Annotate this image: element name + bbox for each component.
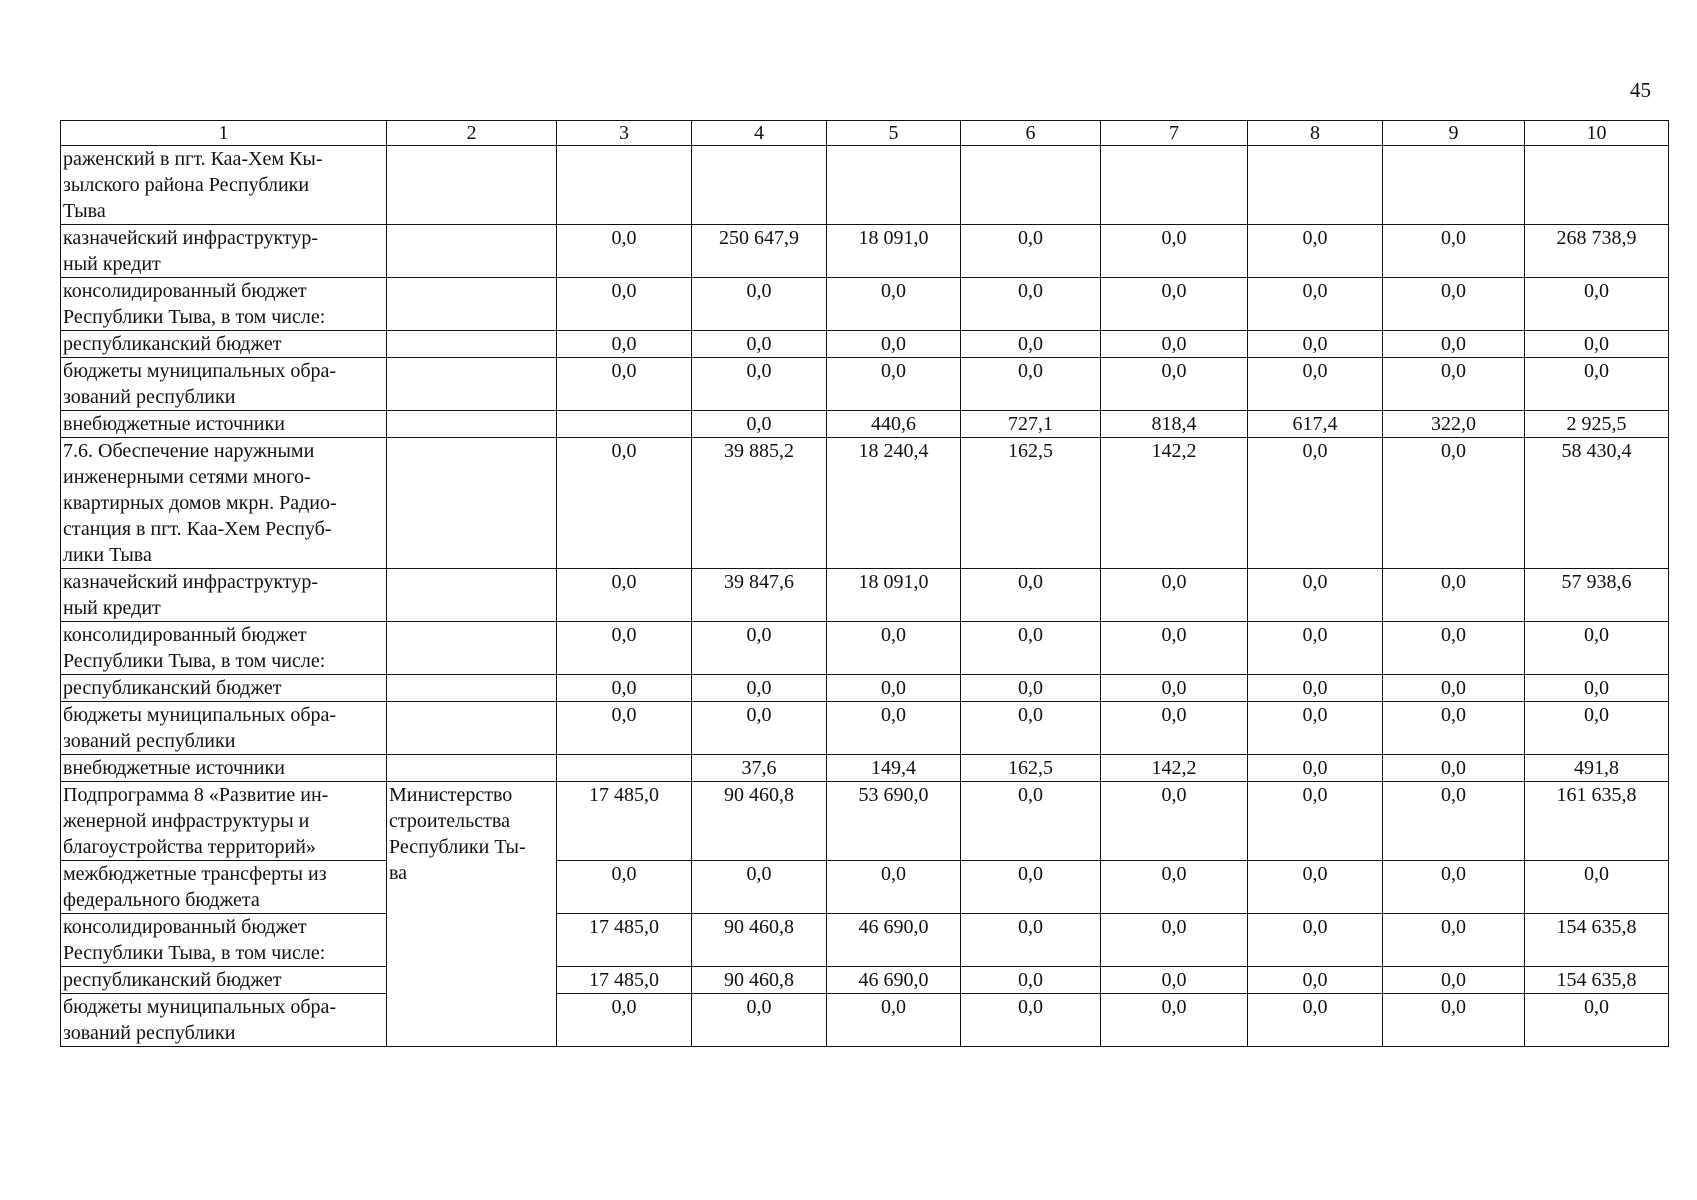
value-cell: 142,2 — [1101, 438, 1248, 569]
value-cell: 0,0 — [961, 278, 1101, 331]
value-cell: 0,0 — [827, 994, 961, 1047]
executor-cell — [387, 411, 557, 438]
value-cell: 0,0 — [961, 569, 1101, 622]
value-cell: 0,0 — [961, 782, 1101, 861]
table-row — [61, 622, 1669, 675]
value-cell: 17 485,0 — [557, 782, 692, 861]
row-label: республиканский бюджет — [61, 331, 387, 358]
value-cell: 0,0 — [827, 675, 961, 702]
value-cell: 727,1 — [961, 411, 1101, 438]
value-cell: 0,0 — [827, 861, 961, 914]
column-header: 9 — [1383, 121, 1525, 146]
value-cell: 0,0 — [1101, 914, 1248, 967]
executor-cell — [387, 569, 557, 622]
value-cell: 0,0 — [1525, 702, 1669, 755]
table-row — [61, 967, 1669, 994]
executor-cell: Министерство строительства Республики Ты- ва — [387, 782, 557, 1047]
value-cell — [1383, 146, 1525, 225]
value-cell: 90 460,8 — [692, 967, 827, 994]
row-label: межбюджетные трансферты из федерального бюджета — [61, 861, 387, 914]
value-cell: 0,0 — [961, 994, 1101, 1047]
table-row — [61, 755, 1669, 782]
value-cell: 0,0 — [1101, 622, 1248, 675]
value-cell: 0,0 — [827, 702, 961, 755]
value-cell: 0,0 — [1383, 278, 1525, 331]
value-cell: 0,0 — [961, 225, 1101, 278]
row-label: консолидированный бюджет Республики Тыва, в том числе: — [61, 622, 387, 675]
value-cell: 39 847,6 — [692, 569, 827, 622]
value-cell: 17 485,0 — [557, 967, 692, 994]
table-row — [61, 411, 1669, 438]
table-row — [61, 358, 1669, 411]
value-cell: 0,0 — [1101, 331, 1248, 358]
value-cell: 0,0 — [1248, 914, 1383, 967]
value-cell: 0,0 — [1248, 702, 1383, 755]
executor-cell — [387, 331, 557, 358]
value-cell: 0,0 — [1248, 225, 1383, 278]
table-row — [61, 331, 1669, 358]
table-row — [61, 225, 1669, 278]
value-cell: 491,8 — [1525, 755, 1669, 782]
value-cell: 46 690,0 — [827, 967, 961, 994]
value-cell: 440,6 — [827, 411, 961, 438]
value-cell: 0,0 — [1525, 675, 1669, 702]
value-cell: 0,0 — [1525, 994, 1669, 1047]
value-cell: 2 925,5 — [1525, 411, 1669, 438]
value-cell: 0,0 — [1248, 675, 1383, 702]
value-cell: 617,4 — [1248, 411, 1383, 438]
row-label: бюджеты муниципальных обра- зований республики — [61, 994, 387, 1047]
value-cell: 0,0 — [1383, 358, 1525, 411]
value-cell: 0,0 — [557, 861, 692, 914]
value-cell: 0,0 — [557, 278, 692, 331]
value-cell: 0,0 — [1248, 755, 1383, 782]
column-header: 5 — [827, 121, 961, 146]
value-cell: 0,0 — [1525, 358, 1669, 411]
table-row — [61, 702, 1669, 755]
value-cell: 58 430,4 — [1525, 438, 1669, 569]
value-cell: 0,0 — [1101, 967, 1248, 994]
executor-cell — [387, 675, 557, 702]
value-cell: 0,0 — [557, 622, 692, 675]
value-cell: 142,2 — [1101, 755, 1248, 782]
executor-cell — [387, 225, 557, 278]
value-cell: 0,0 — [557, 331, 692, 358]
value-cell: 90 460,8 — [692, 782, 827, 861]
value-cell: 0,0 — [961, 967, 1101, 994]
value-cell: 162,5 — [961, 438, 1101, 569]
table-row — [61, 146, 1669, 225]
value-cell — [692, 146, 827, 225]
value-cell: 0,0 — [1248, 331, 1383, 358]
column-header: 6 — [961, 121, 1101, 146]
row-label: бюджеты муниципальных обра- зований республики — [61, 702, 387, 755]
value-cell: 0,0 — [1101, 358, 1248, 411]
column-header: 1 — [61, 121, 387, 146]
value-cell: 0,0 — [1383, 622, 1525, 675]
value-cell: 149,4 — [827, 755, 961, 782]
value-cell: 0,0 — [1101, 994, 1248, 1047]
table-row — [61, 994, 1669, 1047]
value-cell: 0,0 — [961, 675, 1101, 702]
value-cell — [1525, 146, 1669, 225]
value-cell: 0,0 — [1383, 914, 1525, 967]
value-cell: 0,0 — [827, 358, 961, 411]
value-cell: 818,4 — [1101, 411, 1248, 438]
row-label: консолидированный бюджет Республики Тыва, в том числе: — [61, 914, 387, 967]
executor-cell — [387, 755, 557, 782]
value-cell: 0,0 — [557, 994, 692, 1047]
executor-cell — [387, 358, 557, 411]
value-cell: 0,0 — [1248, 622, 1383, 675]
value-cell — [557, 411, 692, 438]
value-cell: 0,0 — [557, 569, 692, 622]
value-cell: 0,0 — [1101, 782, 1248, 861]
value-cell: 37,6 — [692, 755, 827, 782]
value-cell: 0,0 — [692, 702, 827, 755]
table-row — [61, 438, 1669, 569]
executor-cell — [387, 146, 557, 225]
value-cell — [557, 755, 692, 782]
value-cell — [1248, 146, 1383, 225]
value-cell: 0,0 — [692, 411, 827, 438]
value-cell: 161 635,8 — [1525, 782, 1669, 861]
value-cell: 0,0 — [1383, 967, 1525, 994]
column-header: 2 — [387, 121, 557, 146]
value-cell: 0,0 — [1101, 225, 1248, 278]
value-cell: 0,0 — [557, 225, 692, 278]
value-cell: 39 885,2 — [692, 438, 827, 569]
executor-cell — [387, 702, 557, 755]
row-label: 7.6. Обеспечение наружными инженерными сетями много- квартирных домов мкрн. Радио- станция в пгт. Каа-Хем Респуб- лики Тыва — [61, 438, 387, 569]
value-cell: 0,0 — [1383, 569, 1525, 622]
value-cell: 0,0 — [557, 438, 692, 569]
value-cell: 0,0 — [1101, 569, 1248, 622]
column-header: 7 — [1101, 121, 1248, 146]
value-cell: 0,0 — [557, 675, 692, 702]
value-cell — [961, 146, 1101, 225]
value-cell — [557, 146, 692, 225]
table-row — [61, 569, 1669, 622]
row-label: бюджеты муниципальных обра- зований республики — [61, 358, 387, 411]
value-cell: 0,0 — [692, 278, 827, 331]
value-cell: 0,0 — [1383, 675, 1525, 702]
value-cell: 0,0 — [827, 622, 961, 675]
value-cell: 0,0 — [692, 331, 827, 358]
row-label: раженский в пгт. Каа-Хем Кы- зылского района Республики Тыва — [61, 146, 387, 225]
value-cell: 0,0 — [692, 994, 827, 1047]
value-cell: 53 690,0 — [827, 782, 961, 861]
value-cell: 0,0 — [1101, 702, 1248, 755]
value-cell: 18 091,0 — [827, 225, 961, 278]
value-cell: 0,0 — [1383, 438, 1525, 569]
table-row — [61, 861, 1669, 914]
value-cell: 0,0 — [827, 278, 961, 331]
value-cell: 0,0 — [961, 914, 1101, 967]
table-row — [61, 675, 1669, 702]
row-label: республиканский бюджет — [61, 675, 387, 702]
value-cell: 0,0 — [1248, 569, 1383, 622]
value-cell: 57 938,6 — [1525, 569, 1669, 622]
column-header: 3 — [557, 121, 692, 146]
value-cell: 0,0 — [1248, 438, 1383, 569]
executor-cell — [387, 278, 557, 331]
value-cell: 0,0 — [961, 622, 1101, 675]
column-header: 4 — [692, 121, 827, 146]
value-cell: 0,0 — [1383, 225, 1525, 278]
executor-cell — [387, 622, 557, 675]
value-cell: 0,0 — [1101, 675, 1248, 702]
value-cell: 0,0 — [692, 358, 827, 411]
value-cell: 0,0 — [1248, 861, 1383, 914]
value-cell: 0,0 — [1383, 331, 1525, 358]
row-label: консолидированный бюджет Республики Тыва, в том числе: — [61, 278, 387, 331]
value-cell: 0,0 — [961, 331, 1101, 358]
value-cell: 0,0 — [1383, 755, 1525, 782]
row-label: внебюджетные источники — [61, 755, 387, 782]
value-cell — [1101, 146, 1248, 225]
value-cell: 0,0 — [1248, 782, 1383, 861]
value-cell: 0,0 — [692, 861, 827, 914]
row-label: республиканский бюджет — [61, 967, 387, 994]
value-cell: 0,0 — [1525, 278, 1669, 331]
budget-table — [60, 120, 1669, 1047]
row-label: казначейский инфраструктур- ный кредит — [61, 225, 387, 278]
value-cell: 0,0 — [1248, 994, 1383, 1047]
value-cell: 162,5 — [961, 755, 1101, 782]
value-cell: 0,0 — [1383, 861, 1525, 914]
value-cell: 0,0 — [557, 702, 692, 755]
value-cell: 18 240,4 — [827, 438, 961, 569]
value-cell: 154 635,8 — [1525, 967, 1669, 994]
column-header: 10 — [1525, 121, 1669, 146]
value-cell: 0,0 — [1248, 967, 1383, 994]
value-cell: 0,0 — [961, 702, 1101, 755]
value-cell: 0,0 — [557, 358, 692, 411]
value-cell: 0,0 — [1525, 861, 1669, 914]
row-label: казначейский инфраструктур- ный кредит — [61, 569, 387, 622]
value-cell: 0,0 — [827, 331, 961, 358]
value-cell: 154 635,8 — [1525, 914, 1669, 967]
value-cell: 0,0 — [692, 675, 827, 702]
value-cell: 90 460,8 — [692, 914, 827, 967]
table-row — [61, 782, 1669, 861]
value-cell: 18 091,0 — [827, 569, 961, 622]
row-label: внебюджетные источники — [61, 411, 387, 438]
value-cell: 0,0 — [1101, 278, 1248, 331]
value-cell: 0,0 — [692, 622, 827, 675]
page-number: 45 — [1630, 78, 1651, 102]
table-row — [61, 914, 1669, 967]
header-row — [61, 121, 1669, 146]
row-label: Подпрограмма 8 «Развитие ин- женерной инфраструктуры и благоустройства территорий» — [61, 782, 387, 861]
value-cell — [827, 146, 961, 225]
value-cell: 0,0 — [961, 861, 1101, 914]
value-cell: 0,0 — [1383, 994, 1525, 1047]
value-cell: 46 690,0 — [827, 914, 961, 967]
value-cell: 0,0 — [1383, 782, 1525, 861]
value-cell: 0,0 — [1383, 702, 1525, 755]
value-cell: 0,0 — [961, 358, 1101, 411]
value-cell: 0,0 — [1248, 278, 1383, 331]
value-cell: 268 738,9 — [1525, 225, 1669, 278]
value-cell: 0,0 — [1525, 331, 1669, 358]
value-cell: 0,0 — [1525, 622, 1669, 675]
value-cell: 0,0 — [1248, 358, 1383, 411]
column-header: 8 — [1248, 121, 1383, 146]
executor-cell — [387, 438, 557, 569]
table-row — [61, 278, 1669, 331]
value-cell: 322,0 — [1383, 411, 1525, 438]
value-cell: 0,0 — [1101, 861, 1248, 914]
value-cell: 250 647,9 — [692, 225, 827, 278]
value-cell: 17 485,0 — [557, 914, 692, 967]
